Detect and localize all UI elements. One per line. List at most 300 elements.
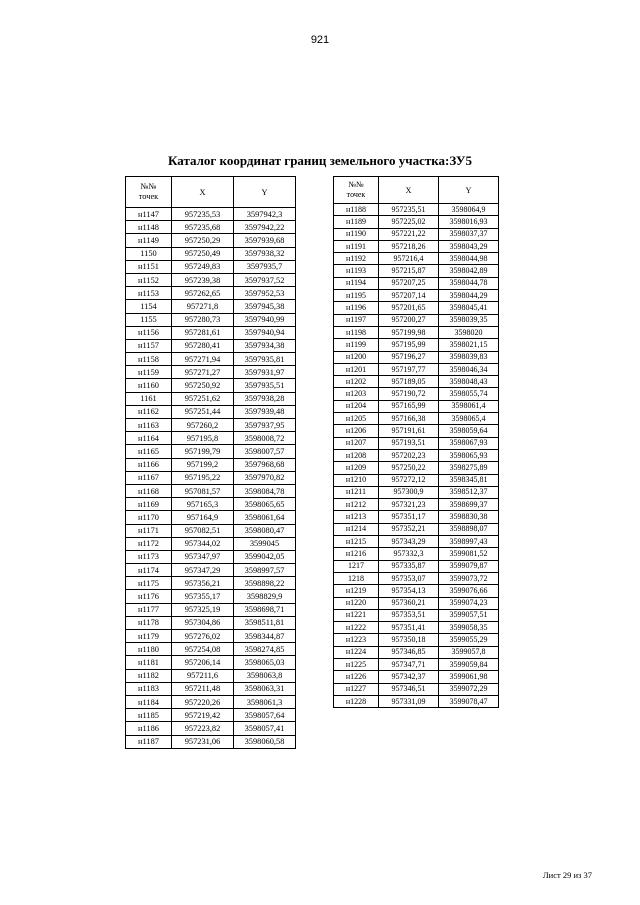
y-coordinate-cell: 3597940,94 xyxy=(234,326,296,339)
point-number-cell: н1175 xyxy=(126,577,172,590)
table-row xyxy=(126,590,296,603)
x-coordinate-cell: 957343,29 xyxy=(379,536,439,548)
point-number-cell: н1196 xyxy=(334,302,379,314)
point-number-cell: н1176 xyxy=(126,590,172,603)
point-number-cell: н1226 xyxy=(334,671,379,683)
point-number-cell: н1199 xyxy=(334,339,379,351)
y-coordinate-cell: 3598512,37 xyxy=(439,486,499,498)
table-row xyxy=(334,277,499,289)
table-row xyxy=(334,486,499,498)
point-number-cell: н1172 xyxy=(126,537,172,550)
table-row xyxy=(334,548,499,560)
x-coordinate-cell: 957335,87 xyxy=(379,560,439,572)
x-coordinate-cell: 957353,07 xyxy=(379,572,439,584)
table-row xyxy=(126,405,296,418)
point-number-cell: н1164 xyxy=(126,432,172,445)
y-coordinate-cell: 3598045,41 xyxy=(439,302,499,314)
point-number-cell: н1215 xyxy=(334,536,379,548)
right-table-header xyxy=(334,177,499,204)
y-coordinate-cell: 3598059,64 xyxy=(439,425,499,437)
y-coordinate-cell: 3599055,29 xyxy=(439,634,499,646)
table-row xyxy=(334,413,499,425)
table-row xyxy=(126,735,296,748)
point-number-cell: н1201 xyxy=(334,363,379,375)
table-row xyxy=(126,208,296,221)
y-coordinate-cell: 3598042,89 xyxy=(439,265,499,277)
table-row xyxy=(126,498,296,511)
y-coordinate-cell: 3598065,4 xyxy=(439,413,499,425)
y-coordinate-cell: 3598043,29 xyxy=(439,240,499,252)
table-row xyxy=(334,204,499,216)
x-coordinate-cell: 957276,02 xyxy=(172,630,234,643)
point-number-cell: н1156 xyxy=(126,326,172,339)
left-coordinates-table xyxy=(125,176,296,749)
point-number-cell: н1193 xyxy=(334,265,379,277)
y-coordinate-cell: 3598037,37 xyxy=(439,228,499,240)
left-table-body xyxy=(126,208,296,749)
table-row xyxy=(126,247,296,260)
point-number-cell: н1152 xyxy=(126,273,172,286)
x-coordinate-cell: 957190,72 xyxy=(379,388,439,400)
point-number-cell: н1160 xyxy=(126,379,172,392)
x-coordinate-cell: 957352,21 xyxy=(379,523,439,535)
x-coordinate-cell: 957351,41 xyxy=(379,622,439,634)
x-coordinate-cell: 957195,8 xyxy=(172,432,234,445)
table-row xyxy=(334,265,499,277)
table-row xyxy=(334,511,499,523)
table-row xyxy=(126,682,296,695)
x-coordinate-cell: 957260,2 xyxy=(172,419,234,432)
table-row xyxy=(334,560,499,572)
x-coordinate-cell: 957281,61 xyxy=(172,326,234,339)
x-coordinate-cell: 957271,27 xyxy=(172,366,234,379)
x-header: X xyxy=(172,177,234,208)
table-row xyxy=(334,572,499,584)
x-coordinate-cell: 957360,21 xyxy=(379,597,439,609)
point-number-cell: 1161 xyxy=(126,392,172,405)
x-coordinate-cell: 957239,38 xyxy=(172,273,234,286)
x-coordinate-cell: 957081,57 xyxy=(172,484,234,497)
x-coordinate-cell: 957347,97 xyxy=(172,550,234,563)
x-coordinate-cell: 957250,92 xyxy=(172,379,234,392)
point-number-cell: н1189 xyxy=(334,216,379,228)
table-row xyxy=(126,656,296,669)
y-coordinate-cell: 3599072,29 xyxy=(439,683,499,695)
point-number-cell: н1208 xyxy=(334,449,379,461)
y-header: Y xyxy=(234,177,296,208)
table-row xyxy=(334,388,499,400)
y-coordinate-cell: 3597939,68 xyxy=(234,234,296,247)
table-row xyxy=(334,290,499,302)
point-number-cell: н1209 xyxy=(334,462,379,474)
table-row xyxy=(334,474,499,486)
point-number-cell: н1147 xyxy=(126,208,172,221)
x-coordinate-cell: 957202,23 xyxy=(379,449,439,461)
x-coordinate-cell: 957191,61 xyxy=(379,425,439,437)
y-coordinate-cell: 3598063,31 xyxy=(234,682,296,695)
y-coordinate-cell: 3597937,52 xyxy=(234,273,296,286)
x-coordinate-cell: 957164,9 xyxy=(172,511,234,524)
table-row xyxy=(334,326,499,338)
point-number-cell: 1150 xyxy=(126,247,172,260)
x-coordinate-cell: 957346,85 xyxy=(379,646,439,658)
y-coordinate-cell: 3598067,93 xyxy=(439,437,499,449)
x-coordinate-cell: 957304,86 xyxy=(172,616,234,629)
table-row xyxy=(334,499,499,511)
y-coordinate-cell: 3598084,78 xyxy=(234,484,296,497)
x-coordinate-cell: 957221,22 xyxy=(379,228,439,240)
right-table-body xyxy=(334,204,499,708)
point-number-cell: н1162 xyxy=(126,405,172,418)
table-row xyxy=(126,353,296,366)
table-row xyxy=(126,511,296,524)
y-coordinate-cell: 3598007,57 xyxy=(234,445,296,458)
table-row xyxy=(334,363,499,375)
table-row xyxy=(126,273,296,286)
x-coordinate-cell: 957249,83 xyxy=(172,260,234,273)
x-coordinate-cell: 957220,26 xyxy=(172,695,234,708)
point-number-cell: н1168 xyxy=(126,484,172,497)
point-number-cell: н1180 xyxy=(126,643,172,656)
table-row xyxy=(334,609,499,621)
table-row xyxy=(126,643,296,656)
table-row xyxy=(126,339,296,352)
x-coordinate-cell: 957342,37 xyxy=(379,671,439,683)
y-coordinate-cell: 3598048,43 xyxy=(439,376,499,388)
y-coordinate-cell: 3598898,22 xyxy=(234,577,296,590)
table-row xyxy=(334,437,499,449)
table-row xyxy=(126,432,296,445)
y-coordinate-cell: 3597970,82 xyxy=(234,471,296,484)
x-coordinate-cell: 957350,18 xyxy=(379,634,439,646)
y-header: Y xyxy=(439,177,499,204)
x-coordinate-cell: 957195,99 xyxy=(379,339,439,351)
table-row xyxy=(126,300,296,313)
y-coordinate-cell: 3598345,81 xyxy=(439,474,499,486)
table-row xyxy=(334,449,499,461)
x-coordinate-cell: 957235,53 xyxy=(172,208,234,221)
table-row xyxy=(126,524,296,537)
point-number-cell: н1182 xyxy=(126,669,172,682)
y-coordinate-cell: 3598057,64 xyxy=(234,709,296,722)
point-number-cell: н1188 xyxy=(334,204,379,216)
table-row xyxy=(334,585,499,597)
y-coordinate-cell: 3599058,35 xyxy=(439,622,499,634)
point-number-header-line2: точек xyxy=(138,192,159,201)
point-number-cell: н1214 xyxy=(334,523,379,535)
x-coordinate-cell: 957197,77 xyxy=(379,363,439,375)
y-coordinate-cell: 3598044,98 xyxy=(439,253,499,265)
x-coordinate-cell: 957211,6 xyxy=(172,669,234,682)
y-coordinate-cell: 3598039,83 xyxy=(439,351,499,363)
table-row xyxy=(126,630,296,643)
y-coordinate-cell: 3597942,22 xyxy=(234,221,296,234)
x-coordinate-cell: 957231,06 xyxy=(172,735,234,748)
x-coordinate-cell: 957300,9 xyxy=(379,486,439,498)
y-coordinate-cell: 3598061,3 xyxy=(234,695,296,708)
table-row xyxy=(334,253,499,265)
x-coordinate-cell: 957196,27 xyxy=(379,351,439,363)
x-coordinate-cell: 957165,3 xyxy=(172,498,234,511)
point-number-cell: н1167 xyxy=(126,471,172,484)
point-number-cell: н1206 xyxy=(334,425,379,437)
table-row xyxy=(126,669,296,682)
point-number-cell: н1185 xyxy=(126,709,172,722)
point-number-cell: н1178 xyxy=(126,616,172,629)
table-row xyxy=(126,326,296,339)
y-coordinate-cell: 3598063,8 xyxy=(234,669,296,682)
table-row xyxy=(334,536,499,548)
x-coordinate-cell: 957225,02 xyxy=(379,216,439,228)
point-number-cell: н1181 xyxy=(126,656,172,669)
point-number-cell: н1204 xyxy=(334,400,379,412)
x-coordinate-cell: 957206,14 xyxy=(172,656,234,669)
left-table-header xyxy=(126,177,296,208)
point-number-header xyxy=(126,177,172,208)
y-coordinate-cell: 3598698,71 xyxy=(234,603,296,616)
y-coordinate-cell: 3598008,72 xyxy=(234,432,296,445)
point-number-cell: н1157 xyxy=(126,339,172,352)
x-coordinate-cell: 957254,08 xyxy=(172,643,234,656)
x-coordinate-cell: 957235,51 xyxy=(379,204,439,216)
point-number-header-line1: №№ xyxy=(140,182,157,191)
point-number-cell: н1184 xyxy=(126,695,172,708)
table-row xyxy=(334,376,499,388)
point-number-cell: н1224 xyxy=(334,646,379,658)
point-number-cell: н1174 xyxy=(126,564,172,577)
y-coordinate-cell: 3597935,7 xyxy=(234,260,296,273)
table-row xyxy=(126,234,296,247)
point-number-cell: н1190 xyxy=(334,228,379,240)
y-coordinate-cell: 3599059,84 xyxy=(439,658,499,670)
point-number-cell: н1159 xyxy=(126,366,172,379)
point-number-cell: н1169 xyxy=(126,498,172,511)
table-row xyxy=(334,425,499,437)
x-coordinate-cell: 957250,29 xyxy=(172,234,234,247)
x-coordinate-cell: 957207,14 xyxy=(379,290,439,302)
point-number-cell: н1158 xyxy=(126,353,172,366)
point-number-cell: н1205 xyxy=(334,413,379,425)
x-coordinate-cell: 957082,51 xyxy=(172,524,234,537)
y-coordinate-cell: 3598065,93 xyxy=(439,449,499,461)
y-coordinate-cell: 3598275,89 xyxy=(439,462,499,474)
point-number-cell: 1218 xyxy=(334,572,379,584)
y-coordinate-cell: 3598039,35 xyxy=(439,314,499,326)
y-coordinate-cell: 3599074,23 xyxy=(439,597,499,609)
x-coordinate-cell: 957272,12 xyxy=(379,474,439,486)
x-coordinate-cell: 957235,68 xyxy=(172,221,234,234)
x-coordinate-cell: 957321,23 xyxy=(379,499,439,511)
page-number: 921 xyxy=(310,34,330,46)
x-coordinate-cell: 957201,65 xyxy=(379,302,439,314)
y-coordinate-cell: 3598044,78 xyxy=(439,277,499,289)
table-row xyxy=(334,462,499,474)
point-number-cell: н1194 xyxy=(334,277,379,289)
x-coordinate-cell: 957347,71 xyxy=(379,658,439,670)
table-row xyxy=(126,695,296,708)
x-coordinate-cell: 957262,65 xyxy=(172,287,234,300)
point-number-cell: н1166 xyxy=(126,458,172,471)
point-number-cell: н1200 xyxy=(334,351,379,363)
y-coordinate-cell: 3598080,47 xyxy=(234,524,296,537)
x-coordinate-cell: 957251,62 xyxy=(172,392,234,405)
table-row xyxy=(126,722,296,735)
x-coordinate-cell: 957199,2 xyxy=(172,458,234,471)
y-coordinate-cell: 3598997,43 xyxy=(439,536,499,548)
x-coordinate-cell: 957215,87 xyxy=(379,265,439,277)
table-row xyxy=(334,240,499,252)
y-coordinate-cell: 3599061,98 xyxy=(439,671,499,683)
y-coordinate-cell: 3597938,32 xyxy=(234,247,296,260)
point-number-cell: н1207 xyxy=(334,437,379,449)
x-coordinate-cell: 957219,42 xyxy=(172,709,234,722)
table-row xyxy=(126,287,296,300)
x-header: X xyxy=(379,177,439,204)
table-row xyxy=(334,339,499,351)
point-number-cell: н1187 xyxy=(126,735,172,748)
point-number-cell: н1220 xyxy=(334,597,379,609)
y-coordinate-cell: 3597939,48 xyxy=(234,405,296,418)
table-row xyxy=(126,603,296,616)
table-row xyxy=(334,634,499,646)
y-coordinate-cell: 3598065,03 xyxy=(234,656,296,669)
point-number-cell: н1211 xyxy=(334,486,379,498)
y-coordinate-cell: 3597952,53 xyxy=(234,287,296,300)
y-coordinate-cell: 3598344,87 xyxy=(234,630,296,643)
x-coordinate-cell: 957216,4 xyxy=(379,253,439,265)
y-coordinate-cell: 3598021,15 xyxy=(439,339,499,351)
x-coordinate-cell: 957251,44 xyxy=(172,405,234,418)
x-coordinate-cell: 957271,94 xyxy=(172,353,234,366)
y-coordinate-cell: 3597938,28 xyxy=(234,392,296,405)
table-row xyxy=(334,646,499,658)
x-coordinate-cell: 957250,49 xyxy=(172,247,234,260)
table-row xyxy=(334,683,499,695)
x-coordinate-cell: 957325,19 xyxy=(172,603,234,616)
table-row xyxy=(126,419,296,432)
point-number-cell: н1192 xyxy=(334,253,379,265)
y-coordinate-cell: 3599079,87 xyxy=(439,560,499,572)
table-row xyxy=(334,622,499,634)
y-coordinate-cell: 3598061,64 xyxy=(234,511,296,524)
y-coordinate-cell: 3599057,51 xyxy=(439,609,499,621)
table-row xyxy=(126,616,296,629)
table-row xyxy=(126,577,296,590)
x-coordinate-cell: 957199,98 xyxy=(379,326,439,338)
point-number-cell: н1219 xyxy=(334,585,379,597)
point-number-cell: н1222 xyxy=(334,622,379,634)
y-coordinate-cell: 3597945,38 xyxy=(234,300,296,313)
point-number-cell: н1163 xyxy=(126,419,172,432)
table-row xyxy=(126,392,296,405)
table-row xyxy=(126,260,296,273)
y-coordinate-cell: 3598061,4 xyxy=(439,400,499,412)
x-coordinate-cell: 957199,79 xyxy=(172,445,234,458)
point-number-cell: н1148 xyxy=(126,221,172,234)
x-coordinate-cell: 957280,41 xyxy=(172,339,234,352)
y-coordinate-cell: 3598057,41 xyxy=(234,722,296,735)
x-coordinate-cell: 957218,26 xyxy=(379,240,439,252)
y-coordinate-cell: 3598044,29 xyxy=(439,290,499,302)
point-number-cell: н1191 xyxy=(334,240,379,252)
y-coordinate-cell: 3597935,81 xyxy=(234,353,296,366)
point-number-cell: н1183 xyxy=(126,682,172,695)
y-coordinate-cell: 3597931,97 xyxy=(234,366,296,379)
x-coordinate-cell: 957223,82 xyxy=(172,722,234,735)
point-number-header xyxy=(334,177,379,204)
x-coordinate-cell: 957332,3 xyxy=(379,548,439,560)
point-number-cell: н1225 xyxy=(334,658,379,670)
table-row xyxy=(334,658,499,670)
point-number-cell: н1170 xyxy=(126,511,172,524)
point-number-cell: н1198 xyxy=(334,326,379,338)
x-coordinate-cell: 957200,27 xyxy=(379,314,439,326)
y-coordinate-cell: 3597934,38 xyxy=(234,339,296,352)
y-coordinate-cell: 3599081,52 xyxy=(439,548,499,560)
table-row xyxy=(126,366,296,379)
table-row xyxy=(126,537,296,550)
y-coordinate-cell: 3598065,65 xyxy=(234,498,296,511)
point-number-cell: н1151 xyxy=(126,260,172,273)
y-coordinate-cell: 3598830,38 xyxy=(439,511,499,523)
table-row xyxy=(334,695,499,707)
x-coordinate-cell: 957344,02 xyxy=(172,537,234,550)
table-row xyxy=(334,314,499,326)
table-row xyxy=(126,221,296,234)
point-number-cell: н1153 xyxy=(126,287,172,300)
point-number-cell: 1155 xyxy=(126,313,172,326)
point-number-cell: н1195 xyxy=(334,290,379,302)
table-row xyxy=(334,351,499,363)
point-number-cell: н1228 xyxy=(334,695,379,707)
point-number-cell: н1202 xyxy=(334,376,379,388)
point-number-header-line2: точек xyxy=(346,190,366,199)
table-row xyxy=(334,302,499,314)
point-number-cell: 1217 xyxy=(334,560,379,572)
y-coordinate-cell: 3599057,8 xyxy=(439,646,499,658)
x-coordinate-cell: 957356,21 xyxy=(172,577,234,590)
y-coordinate-cell: 3598997,57 xyxy=(234,564,296,577)
x-coordinate-cell: 957193,51 xyxy=(379,437,439,449)
table-row xyxy=(126,471,296,484)
y-coordinate-cell: 3598020 xyxy=(439,326,499,338)
point-number-cell: н1177 xyxy=(126,603,172,616)
point-number-cell: н1149 xyxy=(126,234,172,247)
table-row xyxy=(126,445,296,458)
x-coordinate-cell: 957250,22 xyxy=(379,462,439,474)
y-coordinate-cell: 3599073,72 xyxy=(439,572,499,584)
table-row xyxy=(334,671,499,683)
x-coordinate-cell: 957166,38 xyxy=(379,413,439,425)
point-number-cell: н1179 xyxy=(126,630,172,643)
table-row xyxy=(126,550,296,563)
table-row xyxy=(126,709,296,722)
table-row xyxy=(334,597,499,609)
point-number-cell: н1210 xyxy=(334,474,379,486)
x-coordinate-cell: 957353,51 xyxy=(379,609,439,621)
catalog-title: Каталог координат границ земельного участка:ЗУ5 xyxy=(168,153,472,168)
point-number-cell: 1154 xyxy=(126,300,172,313)
point-number-cell: н1227 xyxy=(334,683,379,695)
x-coordinate-cell: 957189,05 xyxy=(379,376,439,388)
x-coordinate-cell: 957331,09 xyxy=(379,695,439,707)
y-coordinate-cell: 3598274,85 xyxy=(234,643,296,656)
point-number-cell: н1212 xyxy=(334,499,379,511)
table-row xyxy=(334,228,499,240)
point-number-cell: н1203 xyxy=(334,388,379,400)
y-coordinate-cell: 3598016,93 xyxy=(439,216,499,228)
sheet-counter: Лист 29 из 37 xyxy=(542,870,592,880)
